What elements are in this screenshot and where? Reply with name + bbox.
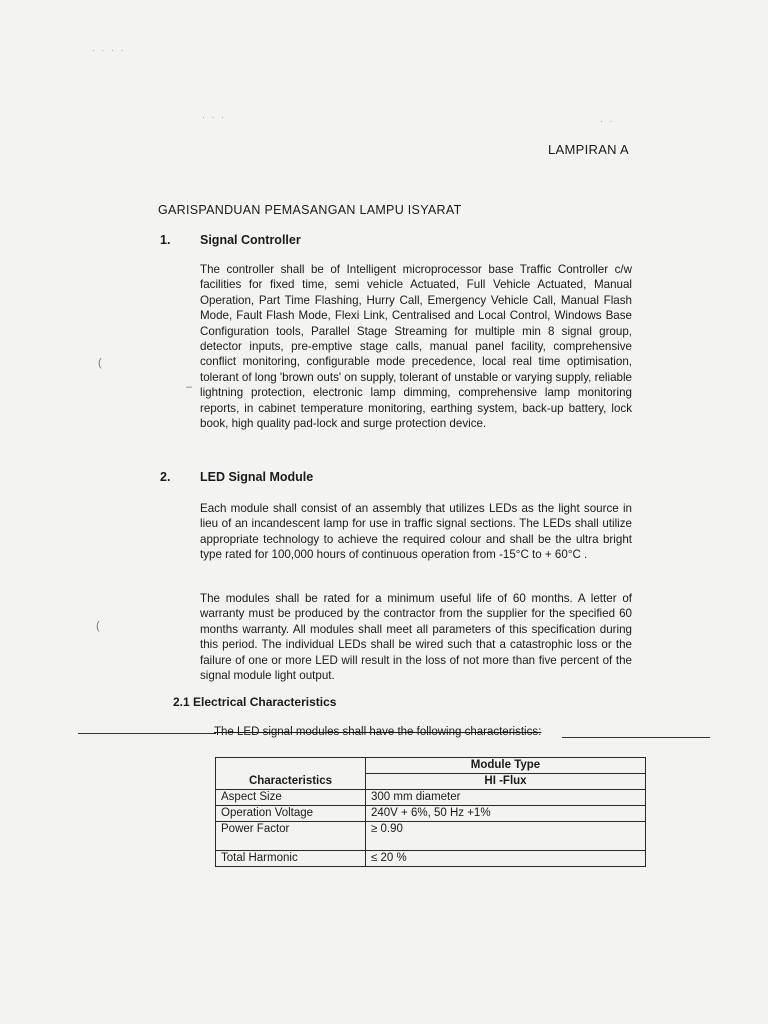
horizontal-rule bbox=[78, 733, 216, 734]
table-row bbox=[216, 851, 646, 867]
scan-speck: · · · · bbox=[92, 45, 126, 55]
table-header-row bbox=[216, 758, 646, 774]
table-header-module-type: Module Type bbox=[366, 758, 646, 774]
table-row bbox=[216, 806, 646, 822]
characteristics-table bbox=[215, 757, 646, 867]
horizontal-rule bbox=[562, 737, 710, 738]
table-cell-label: Total Harmonic bbox=[216, 851, 366, 867]
appendix-label: LAMPIRAN A bbox=[548, 142, 630, 157]
section-2-number: 2. bbox=[160, 470, 171, 484]
table-cell-label: Operation Voltage bbox=[216, 806, 366, 822]
table-cell-label: Aspect Size bbox=[216, 790, 366, 806]
table-cell-value: 300 mm diameter bbox=[366, 790, 646, 806]
margin-mark: – bbox=[186, 381, 193, 393]
table-cell-value: ≥ 0.90 bbox=[366, 822, 646, 851]
table-cell-label: Power Factor bbox=[216, 822, 366, 851]
section-2-paragraph-1: Each module shall consist of an assembly that utilizes LEDs as the light source in lieu of an incandescent lamp for use in traffic signal sections. The LEDs shall utilize appropriate technology to achieve the required colour and shall be the ultra bright type rated for 100,000 hours of continuous operation from -15°C to + 60°C . bbox=[200, 502, 632, 562]
table-header-cell-empty bbox=[216, 758, 366, 774]
margin-mark: ( bbox=[98, 357, 102, 369]
section-1-body: The controller shall be of Intelligent microprocessor base Traffic Controller c/w facilities for fixed time, semi vehicle Actuated, Full Vehicle Actuated, Manual Operation, Part Time Flashing, Hurry Call, Emergency Vehicle Call, Manual Flash Mode, Fault Flash Mode, Flexi Link, Centralised and Local Control, Windows Base Configuration tools, Parallel Stage Streaming for multiple min 8 signal group, detector inputs, pre-emptive stage calls, manual panel facility, comprehensive conflict monitoring, configurable mode precedence, local real time optimisation, tolerant of long 'brown outs' on supply, tolerant of unstable or varying supply, reliable lightning protection, electronic lamp dimming, comprehensive lamp monitoring reports, in cabinet temperature monitoring, earthing system, back-up battery, lock book, high quality pad-lock and surge protection device. bbox=[200, 263, 632, 431]
table-header-characteristics: Characteristics bbox=[216, 774, 366, 790]
section-2-title: LED Signal Module bbox=[200, 470, 314, 484]
section-2-1-intro: The LED signal modules shall have the following characteristics: bbox=[214, 726, 542, 738]
margin-mark: ( bbox=[96, 620, 100, 632]
document-title: GARISPANDUAN PEMASANGAN LAMPU ISYARAT bbox=[158, 203, 462, 217]
section-1-number: 1. bbox=[160, 233, 171, 247]
section-1-title: Signal Controller bbox=[200, 233, 301, 247]
section-2-paragraph-2: The modules shall be rated for a minimum useful life of 60 months. A letter of warranty must be produced by the contractor from the supplier for the specified 60 months warranty. All modules shall meet all parameters of this specification during this period. The individual LEDs shall be wired such that a catastrophic loss or the failure of one or more LED will result in the loss of not more than five percent of the signal module light output. bbox=[200, 592, 632, 683]
table-header-row bbox=[216, 774, 646, 790]
table-row bbox=[216, 822, 646, 851]
table-header-hi-flux: HI -Flux bbox=[366, 774, 646, 790]
table-row bbox=[216, 790, 646, 806]
table-cell-value: ≤ 20 % bbox=[366, 851, 646, 867]
section-2-1-title: 2.1 Electrical Characteristics bbox=[173, 695, 337, 709]
scan-speck: · · bbox=[600, 116, 615, 126]
scan-speck: · · · bbox=[202, 112, 226, 122]
table-cell-value: 240V + 6%, 50 Hz +1% bbox=[366, 806, 646, 822]
